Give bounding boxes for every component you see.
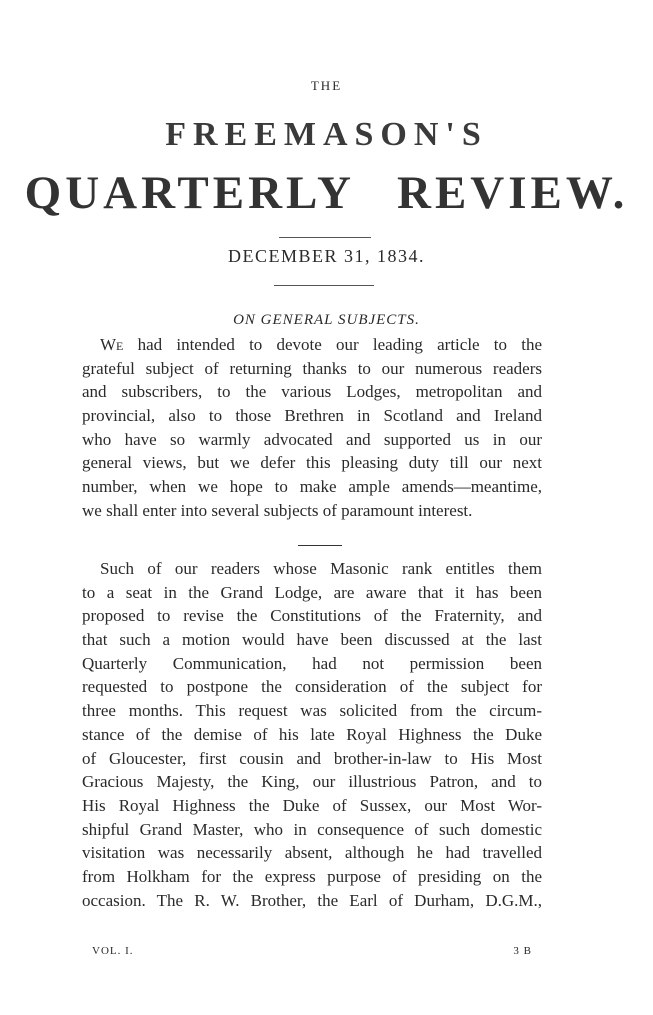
paragraph-1-line: number, when we hope to make ample amends—meantime, [82,477,542,497]
paragraph-2-line: requested to postpone the consideration of the subject for [82,677,542,697]
paragraph-2-line: shipful Grand Master, who in consequence of such domestic [82,819,542,839]
paragraph-2 [82,557,542,912]
paragraph-1-line: who have so warmly advocated and supported us in our [82,429,542,449]
article-heading: ON GENERAL SUBJECTS. [233,312,420,328]
paragraph-1-line: general views, but we defer this pleasing duty till our next [82,453,542,473]
paragraph-2-line: of Gloucester, first cousin and brother-in-law to His Most [82,748,542,768]
paragraph-2-line: proposed to revise the Constitutions of the Fraternity, and [82,606,542,626]
signature-mark: 3 B [513,945,532,957]
paragraph-1-line: we shall enter into several subjects of paramount interest. [82,500,473,520]
paragraph-2-line: Such of our readers whose Masonic rank entitles them [100,559,542,578]
paragraph-1 [82,333,542,523]
masthead-the: THE [310,78,343,93]
paragraph-2-line: from Holkham for the express purpose of presiding on the [82,866,542,886]
paragraph-1-line-1 [82,333,542,357]
paragraph-2-line: Quarterly Communication, had not permission been [82,653,542,673]
paragraph-2-line: that such a motion would have been discussed at the last [82,630,542,650]
paragraph-1-line-1-text: had intended to devote our leading article to the [137,335,542,354]
date-rule-top [279,237,371,238]
section-divider [298,545,342,546]
masthead-title-line1: FREEMASON'S [165,116,488,153]
date-rule-bottom [274,285,374,286]
paragraph-1-line: and subscribers, to the various Lodges, metropolitan and [82,382,542,402]
paragraph-2-line: stance of the demise of his late Royal Highness the Duke [82,724,542,744]
paragraph-1-line: grateful subject of returning thanks to our numerous readers [82,358,542,378]
issue-date: DECEMBER 31, 1834. [227,246,425,266]
paragraph-2-line: visitation was necessarily absent, although he had travelled [82,843,542,863]
paragraph-2-line: three months. This request was solicited from the circum- [82,701,542,721]
paragraph-2-line: His Royal Highness the Duke of Sussex, our Most Wor- [82,795,542,815]
paragraph-2-line: to a seat in the Grand Lodge, are aware that it has been [82,582,542,602]
paragraph-2-line: Gracious Majesty, the King, our illustrious Patron, and to [82,772,542,792]
paragraph-2-line: occasion. The R. W. Brother, the Earl of Durham, D.G.M., [82,890,542,910]
volume-number: VOL. I. [92,945,134,957]
drop-initial: We [100,335,124,354]
masthead-title-line2: QUARTERLY REVIEW. [24,167,629,219]
paragraph-1-line: provincial, also to those Brethren in Scotland and Ireland [82,406,542,426]
